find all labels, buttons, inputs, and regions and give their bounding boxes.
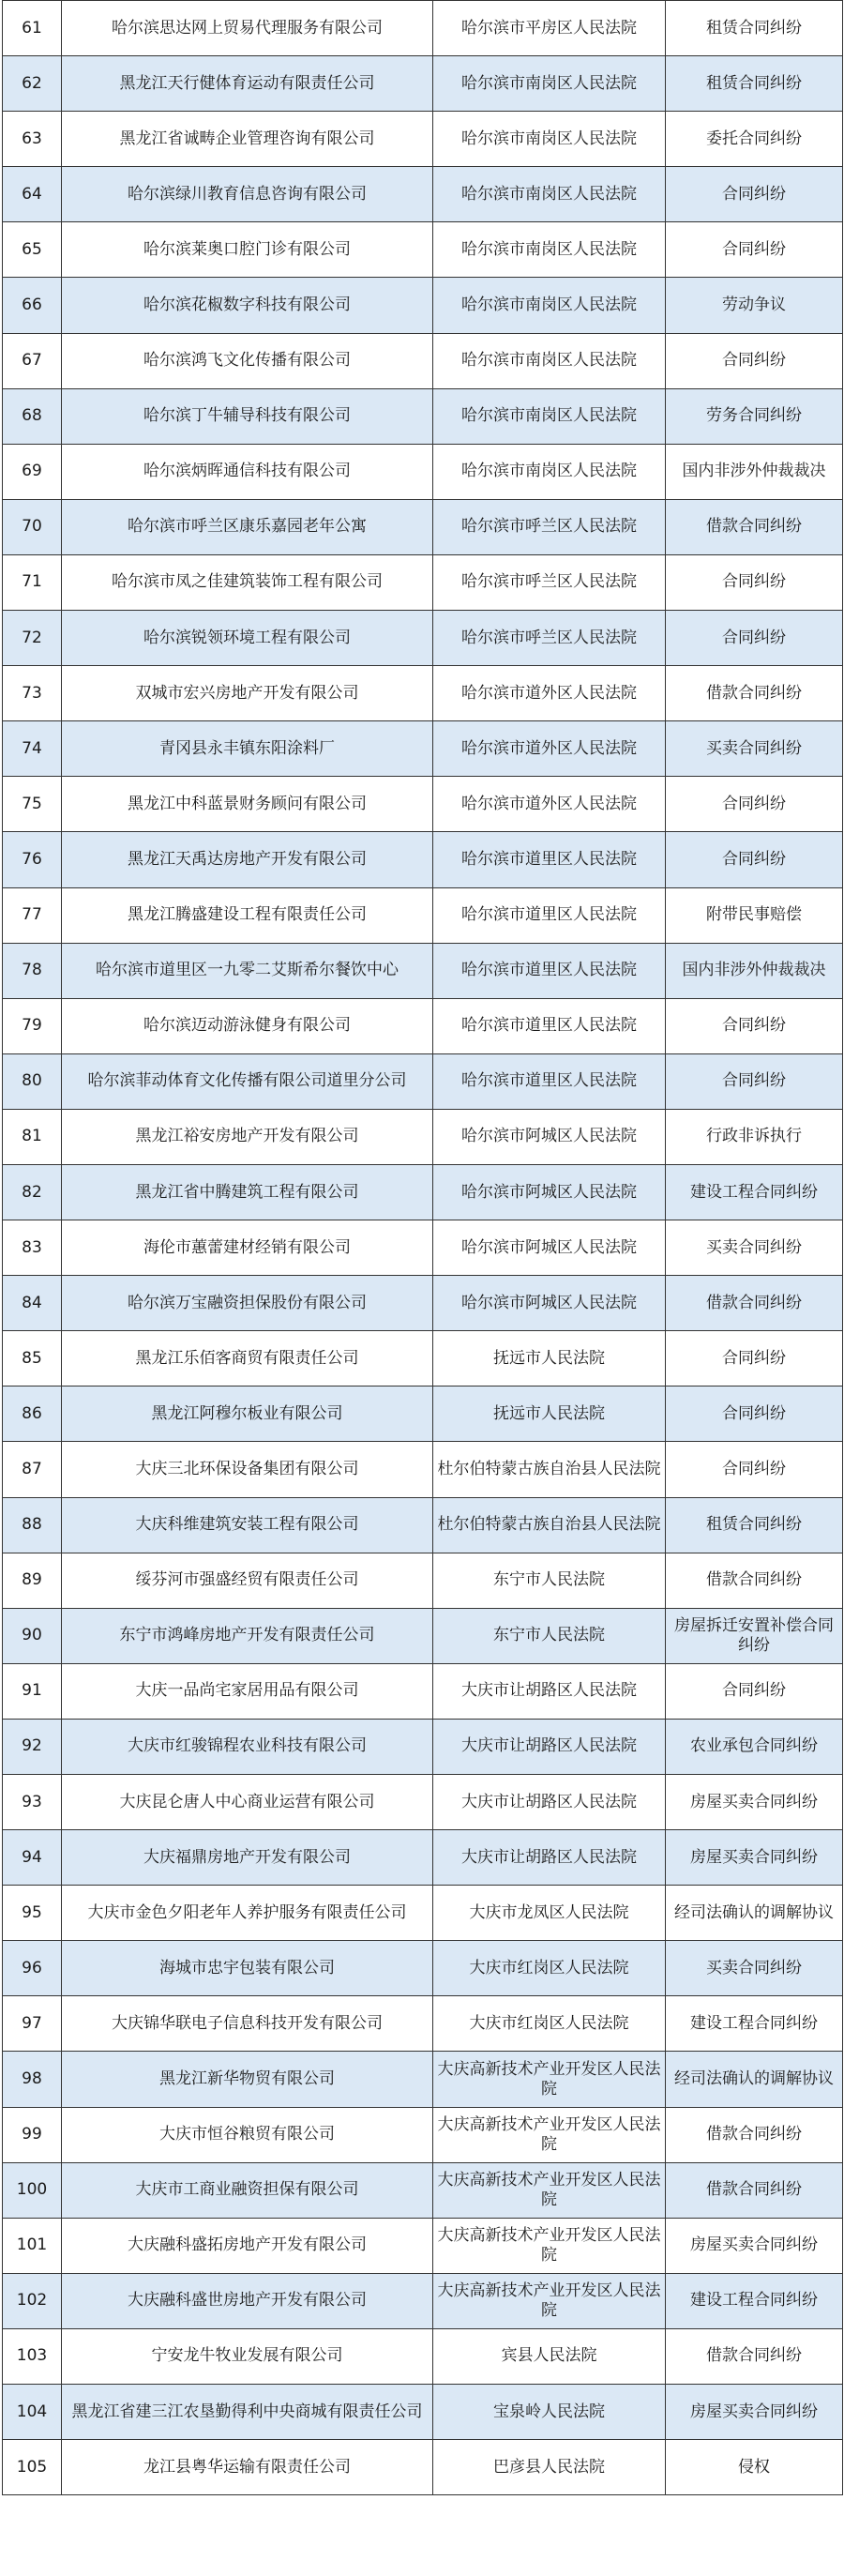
row-number: 86: [3, 1386, 62, 1442]
court-name: 哈尔滨市南岗区人民法院: [433, 222, 666, 278]
court-name: 大庆市让胡路区人民法院: [433, 1830, 666, 1886]
case-type: 合同纠纷: [666, 611, 843, 666]
table-row: [3, 2107, 843, 2162]
table-row: [3, 1497, 843, 1553]
company-name: 大庆融科盛拓房地产开发有限公司: [62, 2218, 433, 2273]
table-row: [3, 832, 843, 887]
company-name: 双城市宏兴房地产开发有限公司: [62, 666, 433, 721]
table-row: [3, 1553, 843, 1608]
case-type: 国内非涉外仲裁裁决: [666, 943, 843, 998]
court-name: 哈尔滨市南岗区人民法院: [433, 56, 666, 112]
company-name: 大庆一品尚宅家居用品有限公司: [62, 1663, 433, 1719]
court-name: 杜尔伯特蒙古族自治县人民法院: [433, 1442, 666, 1497]
company-name: 哈尔滨市呼兰区康乐嘉园老年公寓: [62, 499, 433, 554]
court-name: 哈尔滨市道里区人民法院: [433, 1053, 666, 1109]
row-number: 70: [3, 499, 62, 554]
court-name: 抚远市人民法院: [433, 1386, 666, 1442]
case-type: 借款合同纠纷: [666, 1276, 843, 1331]
company-name: 绥芬河市强盛经贸有限责任公司: [62, 1553, 433, 1608]
table-row: [3, 2440, 843, 2495]
table-row: [3, 388, 843, 444]
row-number: 69: [3, 444, 62, 499]
row-number: 83: [3, 1220, 62, 1276]
court-name: 哈尔滨市南岗区人民法院: [433, 388, 666, 444]
table-row: [3, 611, 843, 666]
court-name: 大庆高新技术产业开发区人民法院: [433, 2273, 666, 2328]
company-name: 哈尔滨市道里区一九零二艾斯希尔餐饮中心: [62, 943, 433, 998]
case-type: 租赁合同纠纷: [666, 56, 843, 112]
table-row: [3, 278, 843, 333]
row-number: 101: [3, 2218, 62, 2273]
case-type: 合同纠纷: [666, 1331, 843, 1386]
row-number: 99: [3, 2107, 62, 2162]
court-name: 大庆市让胡路区人民法院: [433, 1775, 666, 1830]
company-name: 哈尔滨思达网上贸易代理服务有限公司: [62, 1, 433, 56]
court-name: 杜尔伯特蒙古族自治县人民法院: [433, 1497, 666, 1553]
table-row: [3, 1109, 843, 1164]
row-number: 103: [3, 2328, 62, 2384]
table-row: [3, 112, 843, 167]
table-row: [3, 887, 843, 943]
row-number: 85: [3, 1331, 62, 1386]
case-type: 租赁合同纠纷: [666, 1, 843, 56]
table-row: [3, 1164, 843, 1220]
table-row: [3, 1663, 843, 1719]
row-number: 95: [3, 1886, 62, 1941]
case-type: 借款合同纠纷: [666, 1553, 843, 1608]
table-row: [3, 222, 843, 278]
case-type: 行政非诉执行: [666, 1109, 843, 1164]
court-name: 大庆高新技术产业开发区人民法院: [433, 2052, 666, 2107]
table-row: [3, 721, 843, 777]
case-type: 房屋拆迁安置补偿合同纠纷: [666, 1608, 843, 1663]
table-row: [3, 2162, 843, 2218]
row-number: 104: [3, 2385, 62, 2440]
case-type: 合同纠纷: [666, 1053, 843, 1109]
table-row: [3, 56, 843, 112]
court-name: 抚远市人民法院: [433, 1331, 666, 1386]
row-number: 105: [3, 2440, 62, 2495]
company-name: 黑龙江天禹达房地产开发有限公司: [62, 832, 433, 887]
company-name: 大庆市恒谷粮贸有限公司: [62, 2107, 433, 2162]
table-row: [3, 1941, 843, 1996]
case-type: 合同纠纷: [666, 333, 843, 388]
row-number: 75: [3, 777, 62, 832]
company-name: 青冈县永丰镇东阳涂料厂: [62, 721, 433, 777]
row-number: 62: [3, 56, 62, 112]
case-type: 借款合同纠纷: [666, 499, 843, 554]
row-number: 102: [3, 2273, 62, 2328]
company-name: 大庆融科盛世房地产开发有限公司: [62, 2273, 433, 2328]
company-name: 黑龙江中科蓝景财务顾问有限公司: [62, 777, 433, 832]
company-name: 大庆科维建筑安装工程有限公司: [62, 1497, 433, 1553]
company-name: 黑龙江乐佰客商贸有限责任公司: [62, 1331, 433, 1386]
table-row: [3, 998, 843, 1053]
table-row: [3, 1719, 843, 1774]
table-row: [3, 1331, 843, 1386]
case-type: 合同纠纷: [666, 222, 843, 278]
case-type: 建设工程合同纠纷: [666, 2273, 843, 2328]
case-type: 租赁合同纠纷: [666, 1497, 843, 1553]
company-name: 大庆市工商业融资担保有限公司: [62, 2162, 433, 2218]
case-table-body: [3, 1, 843, 2495]
case-type: 买卖合同纠纷: [666, 1941, 843, 1996]
table-row: [3, 499, 843, 554]
row-number: 79: [3, 998, 62, 1053]
table-row: [3, 1, 843, 56]
court-name: 哈尔滨市阿城区人民法院: [433, 1164, 666, 1220]
company-name: 黑龙江天行健体育运动有限责任公司: [62, 56, 433, 112]
row-number: 90: [3, 1608, 62, 1663]
table-row: [3, 1442, 843, 1497]
case-type: 合同纠纷: [666, 167, 843, 222]
company-name: 龙江县粤华运输有限责任公司: [62, 2440, 433, 2495]
row-number: 66: [3, 278, 62, 333]
table-row: [3, 1775, 843, 1830]
case-type: 合同纠纷: [666, 1386, 843, 1442]
court-name: 大庆市龙凤区人民法院: [433, 1886, 666, 1941]
case-table: [2, 0, 843, 2495]
row-number: 100: [3, 2162, 62, 2218]
case-type: 借款合同纠纷: [666, 2162, 843, 2218]
company-name: 哈尔滨炳晖通信科技有限公司: [62, 444, 433, 499]
table-row: [3, 1608, 843, 1663]
row-number: 87: [3, 1442, 62, 1497]
row-number: 68: [3, 388, 62, 444]
table-row: [3, 2273, 843, 2328]
case-type: 借款合同纠纷: [666, 2107, 843, 2162]
company-name: 哈尔滨莱奥口腔门诊有限公司: [62, 222, 433, 278]
case-type: 合同纠纷: [666, 777, 843, 832]
court-name: 哈尔滨市南岗区人民法院: [433, 444, 666, 499]
court-name: 哈尔滨市道里区人民法院: [433, 832, 666, 887]
case-type: 经司法确认的调解协议: [666, 2052, 843, 2107]
table-row: [3, 333, 843, 388]
case-type: 房屋买卖合同纠纷: [666, 1830, 843, 1886]
court-name: 哈尔滨市南岗区人民法院: [433, 278, 666, 333]
row-number: 89: [3, 1553, 62, 1608]
court-name: 哈尔滨市道外区人民法院: [433, 666, 666, 721]
table-row: [3, 943, 843, 998]
case-type: 合同纠纷: [666, 554, 843, 610]
court-name: 东宁市人民法院: [433, 1553, 666, 1608]
case-type: 借款合同纠纷: [666, 666, 843, 721]
court-name: 哈尔滨市道里区人民法院: [433, 998, 666, 1053]
row-number: 84: [3, 1276, 62, 1331]
company-name: 哈尔滨花椒数字科技有限公司: [62, 278, 433, 333]
case-type: 建设工程合同纠纷: [666, 1996, 843, 2052]
company-name: 黑龙江新华物贸有限公司: [62, 2052, 433, 2107]
court-name: 哈尔滨市呼兰区人民法院: [433, 611, 666, 666]
company-name: 黑龙江裕安房地产开发有限公司: [62, 1109, 433, 1164]
row-number: 92: [3, 1719, 62, 1774]
case-type: 房屋买卖合同纠纷: [666, 2385, 843, 2440]
company-name: 大庆市红骏锦程农业科技有限公司: [62, 1719, 433, 1774]
row-number: 88: [3, 1497, 62, 1553]
row-number: 97: [3, 1996, 62, 2052]
case-type: 房屋买卖合同纠纷: [666, 1775, 843, 1830]
row-number: 73: [3, 666, 62, 721]
row-number: 65: [3, 222, 62, 278]
table-row: [3, 1386, 843, 1442]
company-name: 黑龙江省中腾建筑工程有限公司: [62, 1164, 433, 1220]
row-number: 64: [3, 167, 62, 222]
row-number: 67: [3, 333, 62, 388]
case-type: 经司法确认的调解协议: [666, 1886, 843, 1941]
case-type: 合同纠纷: [666, 1663, 843, 1719]
table-row: [3, 444, 843, 499]
case-type: 合同纠纷: [666, 832, 843, 887]
row-number: 63: [3, 112, 62, 167]
table-row: [3, 2328, 843, 2384]
table-row: [3, 777, 843, 832]
company-name: 哈尔滨锐领环境工程有限公司: [62, 611, 433, 666]
case-type: 建设工程合同纠纷: [666, 1164, 843, 1220]
case-type: 房屋买卖合同纠纷: [666, 2218, 843, 2273]
court-name: 哈尔滨市道里区人民法院: [433, 887, 666, 943]
court-name: 哈尔滨市道里区人民法院: [433, 943, 666, 998]
case-type: 买卖合同纠纷: [666, 1220, 843, 1276]
row-number: 80: [3, 1053, 62, 1109]
court-name: 哈尔滨市阿城区人民法院: [433, 1276, 666, 1331]
case-type: 国内非涉外仲裁裁决: [666, 444, 843, 499]
company-name: 海城市忠宇包装有限公司: [62, 1941, 433, 1996]
case-type: 农业承包合同纠纷: [666, 1719, 843, 1774]
court-name: 哈尔滨市南岗区人民法院: [433, 167, 666, 222]
company-name: 大庆福鼎房地产开发有限公司: [62, 1830, 433, 1886]
table-row: [3, 2218, 843, 2273]
company-name: 黑龙江省建三江农垦勤得利中央商城有限责任公司: [62, 2385, 433, 2440]
company-name: 东宁市鸿峰房地产开发有限责任公司: [62, 1608, 433, 1663]
table-row: [3, 554, 843, 610]
row-number: 72: [3, 611, 62, 666]
company-name: 大庆三北环保设备集团有限公司: [62, 1442, 433, 1497]
row-number: 61: [3, 1, 62, 56]
table-row: [3, 666, 843, 721]
case-type: 侵权: [666, 2440, 843, 2495]
table-row: [3, 2052, 843, 2107]
table-row: [3, 1276, 843, 1331]
company-name: 哈尔滨万宝融资担保股份有限公司: [62, 1276, 433, 1331]
court-name: 哈尔滨市道外区人民法院: [433, 777, 666, 832]
case-type: 买卖合同纠纷: [666, 721, 843, 777]
row-number: 94: [3, 1830, 62, 1886]
court-name: 大庆高新技术产业开发区人民法院: [433, 2107, 666, 2162]
row-number: 96: [3, 1941, 62, 1996]
court-name: 哈尔滨市阿城区人民法院: [433, 1109, 666, 1164]
company-name: 大庆昆仑唐人中心商业运营有限公司: [62, 1775, 433, 1830]
court-name: 哈尔滨市南岗区人民法院: [433, 112, 666, 167]
company-name: 大庆锦华联电子信息科技开发有限公司: [62, 1996, 433, 2052]
company-name: 黑龙江省诚畴企业管理咨询有限公司: [62, 112, 433, 167]
court-name: 哈尔滨市呼兰区人民法院: [433, 554, 666, 610]
court-name: 大庆市让胡路区人民法院: [433, 1663, 666, 1719]
court-name: 哈尔滨市南岗区人民法院: [433, 333, 666, 388]
case-type: 委托合同纠纷: [666, 112, 843, 167]
table-row: [3, 167, 843, 222]
company-name: 哈尔滨市凤之佳建筑装饰工程有限公司: [62, 554, 433, 610]
company-name: 哈尔滨丁牛辅导科技有限公司: [62, 388, 433, 444]
row-number: 74: [3, 721, 62, 777]
company-name: 大庆市金色夕阳老年人养护服务有限责任公司: [62, 1886, 433, 1941]
case-type: 附带民事赔偿: [666, 887, 843, 943]
court-name: 哈尔滨市平房区人民法院: [433, 1, 666, 56]
table-row: [3, 1830, 843, 1886]
company-name: 哈尔滨菲动体育文化传播有限公司道里分公司: [62, 1053, 433, 1109]
company-name: 哈尔滨迈动游泳健身有限公司: [62, 998, 433, 1053]
row-number: 77: [3, 887, 62, 943]
case-type: 劳务合同纠纷: [666, 388, 843, 444]
row-number: 93: [3, 1775, 62, 1830]
court-name: 东宁市人民法院: [433, 1608, 666, 1663]
court-name: 大庆市红岗区人民法院: [433, 1941, 666, 1996]
case-type: 合同纠纷: [666, 998, 843, 1053]
case-type: 借款合同纠纷: [666, 2328, 843, 2384]
court-name: 巴彦县人民法院: [433, 2440, 666, 2495]
court-name: 大庆市红岗区人民法院: [433, 1996, 666, 2052]
court-name: 哈尔滨市阿城区人民法院: [433, 1220, 666, 1276]
row-number: 82: [3, 1164, 62, 1220]
court-name: 哈尔滨市呼兰区人民法院: [433, 499, 666, 554]
table-row: [3, 2385, 843, 2440]
company-name: 哈尔滨绿川教育信息咨询有限公司: [62, 167, 433, 222]
row-number: 71: [3, 554, 62, 610]
court-name: 哈尔滨市道外区人民法院: [433, 721, 666, 777]
case-type: 劳动争议: [666, 278, 843, 333]
row-number: 76: [3, 832, 62, 887]
company-name: 黑龙江腾盛建设工程有限责任公司: [62, 887, 433, 943]
court-name: 大庆市让胡路区人民法院: [433, 1719, 666, 1774]
company-name: 宁安龙牛牧业发展有限公司: [62, 2328, 433, 2384]
row-number: 81: [3, 1109, 62, 1164]
company-name: 黑龙江阿穆尔板业有限公司: [62, 1386, 433, 1442]
row-number: 98: [3, 2052, 62, 2107]
table-row: [3, 1220, 843, 1276]
table-row: [3, 1996, 843, 2052]
company-name: 哈尔滨鸿飞文化传播有限公司: [62, 333, 433, 388]
company-name: 海伦市蕙蕾建材经销有限公司: [62, 1220, 433, 1276]
table-row: [3, 1053, 843, 1109]
court-name: 宾县人民法院: [433, 2328, 666, 2384]
row-number: 91: [3, 1663, 62, 1719]
row-number: 78: [3, 943, 62, 998]
case-type: 合同纠纷: [666, 1442, 843, 1497]
court-name: 宝泉岭人民法院: [433, 2385, 666, 2440]
court-name: 大庆高新技术产业开发区人民法院: [433, 2218, 666, 2273]
table-row: [3, 1886, 843, 1941]
court-name: 大庆高新技术产业开发区人民法院: [433, 2162, 666, 2218]
